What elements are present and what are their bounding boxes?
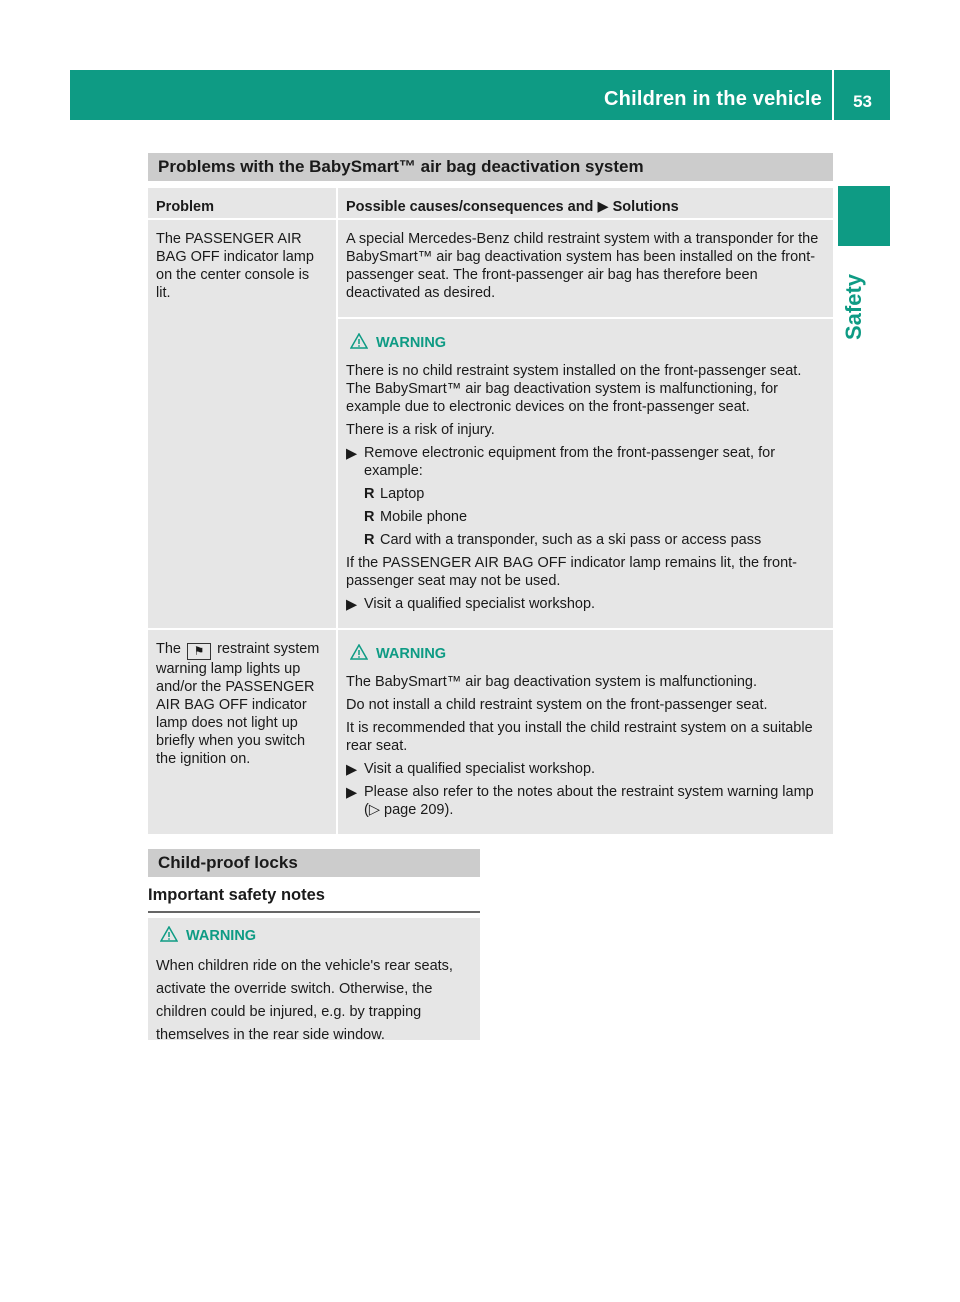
cause-text: A special Mercedes-Benz child restraint system with a transponder for the BabySmart™ air bag deactivation system has been installed on the front-passenger seat. The front-passenger air bag has therefore been deactivated as desired.: [346, 231, 819, 301]
problem-text: The ⚑ restraint system warning lamp lights up and/or the PASSENGER AIR BAG OFF indicator lamp does not light up briefly when you switch the ignition on.: [156, 641, 320, 767]
page-number: 53: [853, 92, 872, 111]
warning-text: When children ride on the vehicle's rear seats, activate the override switch. Otherwise, the children could be injured, e.g. by trapping themselves in the rear side window.: [156, 958, 453, 1043]
restraint-system-warning-icon: ⚑: [187, 643, 211, 660]
table-row: [148, 220, 833, 630]
instruction-step: ▶ Visit a qualified specialist workshop.: [346, 596, 596, 613]
table-row: [148, 630, 833, 834]
problem-cell: [148, 630, 338, 834]
warning-box: [148, 918, 480, 1043]
list-item: R Mobile phone: [364, 509, 468, 525]
column-header-problem: Problem: [148, 188, 338, 220]
warning-triangle-icon: [350, 644, 368, 660]
list-item: R Laptop: [364, 486, 425, 502]
column-header-solutions-prefix: Possible causes/consequences and: [346, 199, 594, 215]
warning-triangle-icon: [160, 926, 178, 942]
subheading-important-safety-notes: Important safety notes: [148, 886, 480, 913]
problem-text: The PASSENGER AIR BAG OFF indicator lamp on the center console is lit.: [156, 231, 314, 301]
solution-cell: [338, 220, 833, 630]
warning-label: WARNING: [186, 928, 257, 944]
chapter-title: Children in the vehicle: [604, 88, 822, 110]
warning-triangle-icon: [350, 333, 368, 349]
section-heading-child-proof-locks: Child-proof locks: [148, 849, 480, 877]
warning-label: WARNING: [376, 646, 447, 662]
side-tab-marker: [838, 186, 890, 246]
cell-divider: [338, 317, 833, 319]
column-header-solutions: [338, 188, 833, 220]
list-item: R Card with a transponder, such as a ski pass or access pass: [364, 532, 762, 548]
instruction-step: ▶ Remove electronic equipment from the front-passenger seat, for example:: [346, 445, 776, 479]
warning-text: There is no child restraint system installed on the front-passenger seat. The BabySmart™ air bag deactivation system is malfunctioning, for example due to electronic devices on the front-passenger seat.: [346, 363, 802, 415]
warning-heading: [156, 926, 472, 945]
arrow-right-icon: ▶: [346, 597, 358, 613]
header-divider: [832, 70, 834, 120]
note-text: If the PASSENGER AIR BAG OFF indicator lamp remains lit, the front-passenger seat may not be used.: [346, 555, 797, 589]
side-tab-label: Safety: [841, 273, 866, 340]
warning-text: Do not install a child restraint system on the front-passenger seat.: [346, 697, 768, 713]
arrow-right-icon: ▶: [346, 446, 358, 462]
arrow-right-icon: ▶: [346, 762, 358, 778]
warning-heading: [346, 333, 825, 352]
column-header-solutions-suffix: Solutions: [612, 199, 679, 215]
instruction-step: ▶ Visit a qualified specialist workshop.: [346, 761, 596, 778]
risk-text: There is a risk of injury.: [346, 422, 495, 438]
bullet-icon: R: [364, 509, 375, 525]
warning-heading: [346, 644, 825, 663]
section-heading-babysmart: Problems with the BabySmart™ air bag deactivation system: [148, 153, 833, 181]
page-header: [70, 70, 890, 120]
warning-text: It is recommended that you install the child restraint system on a suitable rear seat.: [346, 720, 813, 754]
bullet-icon: R: [364, 486, 375, 502]
problem-cell: [148, 220, 338, 630]
arrow-right-icon: ▶: [597, 199, 609, 215]
problems-table: [148, 188, 833, 834]
arrow-right-icon: ▶: [346, 785, 358, 801]
warning-text: The BabySmart™ air bag deactivation system is malfunctioning.: [346, 674, 758, 690]
instruction-step: ▶ Please also refer to the notes about the restraint system warning lamp (▷ page 209).: [346, 784, 814, 818]
warning-label: WARNING: [376, 335, 447, 351]
bullet-icon: R: [364, 532, 375, 548]
solution-cell: [338, 630, 833, 834]
table-header-row: [148, 188, 833, 220]
